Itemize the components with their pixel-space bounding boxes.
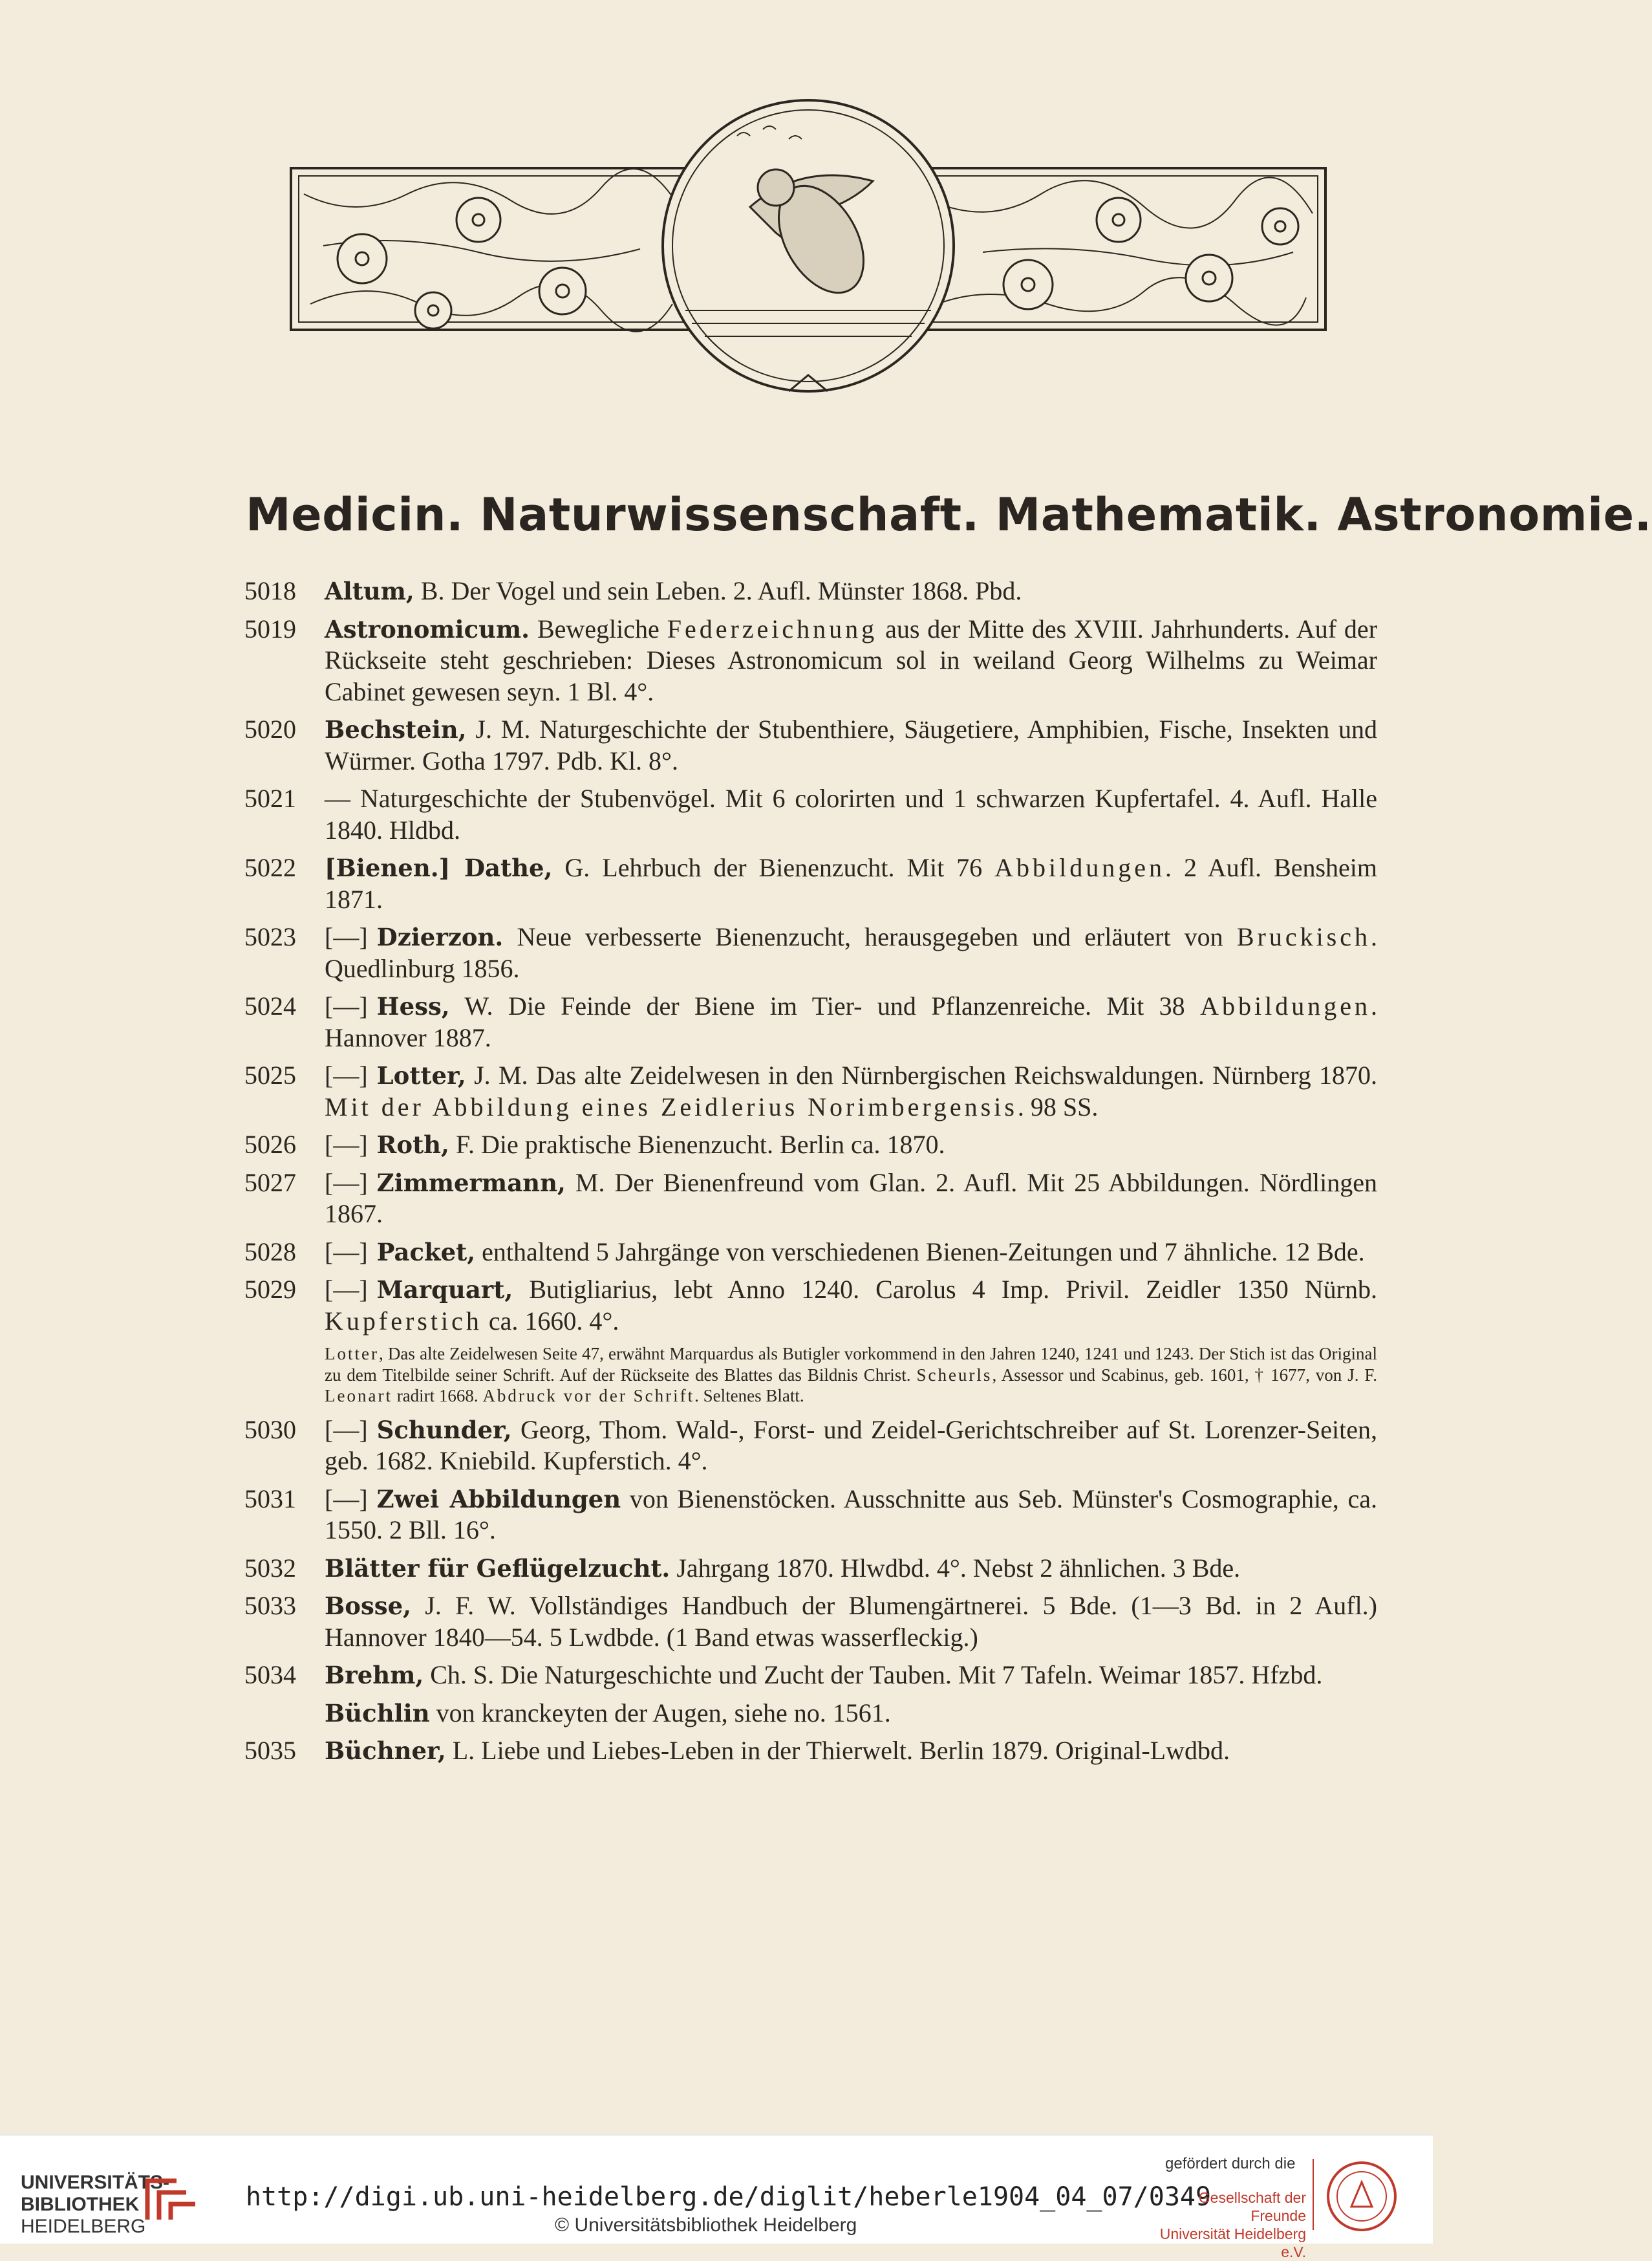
entry-note (325, 1343, 1377, 1407)
sponsor-label: gefördert durch die (1165, 2155, 1296, 2172)
entry-text: W. Die Feinde der Biene im Tier- und Pflanzenreiche. Mit 38 (449, 991, 1201, 1021)
entry-number: 5027 (244, 1167, 296, 1197)
entry-text: J. M. Naturgeschichte der Stubenthiere, Säugetiere, Amphibien, Fische, Insekten und Würmer. Gotha 1797. Pdb. Kl. 8°. (325, 715, 1377, 775)
section-title: Medicin. Naturwissenschaft. Mathematik. Astronomie. (246, 488, 1652, 541)
catalog-entry (244, 576, 1377, 607)
entry-text: Abbildungen (1200, 991, 1371, 1021)
entry-text: Abbildungen (994, 853, 1166, 882)
entry-text: Ch. S. Die Naturgeschichte und Zucht der Tauben. Mit 7 Tafeln. Weimar 1857. Hfzbd. (424, 1660, 1323, 1689)
entry-text: . 98 SS. (1017, 1092, 1099, 1121)
entry-text: B. Der Vogel und sein Leben. 2. Aufl. Münster 1868. Pbd. (414, 576, 1022, 605)
entry-number: 5028 (244, 1237, 296, 1266)
entry-number: 5035 (244, 1736, 296, 1765)
entry-number: 5030 (244, 1414, 296, 1444)
entry-bracket: [—] (325, 1484, 368, 1513)
entry-bracket: [—] (325, 1061, 368, 1090)
entry-bracket: [—] (325, 922, 368, 951)
catalog-entry (244, 1274, 1377, 1337)
entry-text: — Naturgeschichte der Stubenvögel. Mit 6 colorirten und 1 schwarzen Kupfertafel. 4. Aufl. Halle 1840. Hldbd. (325, 784, 1377, 845)
entry-text: G. Lehrbuch der Bienenzucht. Mit 76 (552, 853, 995, 882)
entry-author: Lotter, (376, 1061, 466, 1090)
copyright-notice: © Universitätsbibliothek Heidelberg (555, 2214, 857, 2236)
entry-text: Neue verbesserte Bienenzucht, herausgegeben und erläutert von (503, 922, 1237, 951)
catalog-entry (244, 1167, 1377, 1230)
library-logo-icon (141, 2174, 199, 2226)
entry-text: . 2 Aufl. Bensheim 1871. (325, 853, 1378, 914)
entry-text: . Hannover 1887. (325, 991, 1377, 1052)
sponsor-name: Gesellschaft der Freunde Universität Heidelberg e.V. (1159, 2189, 1306, 2260)
entry-author: Marquart, (376, 1275, 513, 1304)
entry-text: Butigliarius, lebt Anno 1240. Carolus 4 Imp. Privil. Zeidler 1350 Nürnb. (513, 1275, 1377, 1304)
entry-number: 5025 (244, 1061, 296, 1090)
permalink-url[interactable]: http://digi.ub.uni-heidelberg.de/diglit/heberle1904_04_07/0349 (246, 2182, 1212, 2212)
catalog-entry (244, 1590, 1377, 1653)
entry-text: J. M. Das alte Zeidelwesen in den Nürnbergischen Reichswaldungen. Nürnberg 1870. (466, 1061, 1377, 1090)
entry-author: Altum, (325, 577, 414, 605)
entry-author: Blätter für Geflügelzucht. (325, 1553, 670, 1583)
entry-author: Dzierzon. (376, 923, 504, 951)
entry-number: 5034 (244, 1660, 296, 1689)
entry-text: F. Die praktische Bienenzucht. Berlin ca. 1870. (449, 1130, 945, 1159)
note-text: Abdruck vor der Schrift (482, 1386, 695, 1405)
entry-text: ca. 1660. 4°. (482, 1306, 619, 1336)
entry-text: von Bienenstöcken. Ausschnitte aus Seb. Münster's Cosmographie, ca. 1550. 2 Bll. 16°. (325, 1484, 1377, 1544)
entry-number: 5033 (244, 1591, 296, 1620)
entry-text: Kupferstich (325, 1306, 482, 1336)
library-name: UNIVERSITÄTS- BIBLIOTHEK HEIDELBERG (21, 2172, 170, 2237)
entry-bracket: [—] (325, 1130, 368, 1159)
entry-text: Jahrgang 1870. Hlwdbd. 4°. Nebst 2 ähnlichen. 3 Bde. (670, 1553, 1241, 1583)
entry-author: Astronomicum. (325, 614, 530, 644)
entry-author: Packet, (376, 1237, 476, 1266)
entry-bracket: [—] (325, 991, 368, 1021)
entry-number: 5024 (244, 991, 296, 1021)
entry-author: Büchlin (325, 1698, 430, 1727)
entry-text: Bruckisch (1236, 922, 1371, 951)
entry-author: Zimmermann, (376, 1168, 566, 1197)
university-seal-icon (1325, 2160, 1398, 2233)
entry-author: Roth, (376, 1130, 449, 1159)
entry-number: 5023 (244, 922, 296, 951)
entry-text: von kranckeyten der Augen, siehe no. 1561. (429, 1698, 891, 1727)
entry-author: Zwei Abbildungen (376, 1484, 621, 1513)
digitization-footer (0, 2134, 1433, 2260)
catalog-entries (244, 576, 1377, 1773)
catalog-entry (244, 852, 1377, 915)
entry-text: Federzeichnung (667, 614, 878, 644)
catalog-entry (244, 1553, 1377, 1585)
catalog-entry (244, 1414, 1377, 1477)
catalog-entry (244, 783, 1377, 846)
entry-bracket: [—] (325, 1275, 368, 1304)
entry-text: Georg, Thom. Wald-, Forst- und Zeidel-Gerichtschreiber auf St. Lorenzer-Seiten, geb. 1682. Kniebild. Kupferstich. 4°. (325, 1414, 1377, 1475)
entry-number: 5032 (244, 1553, 296, 1583)
ornamental-vignette (284, 97, 1332, 433)
entry-number: 5022 (244, 853, 296, 882)
catalog-entry (244, 1129, 1377, 1161)
note-text: , Das alte Zeidelwesen Seite 47, erwähnt Marquardus als Butigler vorkommend in den Jahren 1240, 1241 und 1243. Der Stich ist das Original zu dem Titelbilde seiner Schrift. Auf der Rückseite des Blattes das Bildnis Christ. (325, 1344, 1377, 1385)
catalog-entry (244, 1237, 1377, 1268)
note-text: . Seltenes Blatt. (694, 1386, 804, 1405)
catalog-entry (244, 1698, 1377, 1729)
entry-number: 5029 (244, 1275, 296, 1304)
entry-bracket: [—] (325, 1414, 368, 1444)
catalog-entry (244, 991, 1377, 1054)
entry-author: Büchner, (325, 1736, 446, 1765)
catalog-entry (244, 1484, 1377, 1546)
entry-number: 5026 (244, 1130, 296, 1159)
entry-author: [Bienen.] Dathe, (325, 854, 553, 882)
entry-number: 5021 (244, 784, 296, 813)
entry-author: Bechstein, (325, 715, 467, 744)
note-text: radirt 1668. (392, 1386, 483, 1405)
entry-bracket: [—] (325, 1167, 368, 1197)
footer-divider (1313, 2159, 1314, 2230)
note-text: Leonart (325, 1386, 392, 1405)
entry-number: 5018 (244, 576, 296, 605)
entry-text: enthaltend 5 Jahrgänge von verschiedenen Bienen-Zeitungen und 7 ähnliche. 12 Bde. (475, 1237, 1365, 1266)
entry-text: J. F. W. Vollständiges Handbuch der Blumengärtnerei. 5 Bde. (1—3 Bd. in 2 Aufl.) Hannover 1840—54. 5 Lwdbde. (1 Band etwas wasserfleckig.) (325, 1591, 1377, 1652)
entry-author: Brehm, (325, 1661, 424, 1689)
catalog-entry (244, 922, 1377, 984)
entry-text: Bewegliche (530, 614, 667, 644)
entry-number: 5031 (244, 1484, 296, 1513)
note-text: Lotter (325, 1344, 379, 1363)
catalog-entry (244, 1060, 1377, 1123)
entry-author: Hess, (376, 992, 450, 1021)
entry-text: aus der Mitte des XVIII. Jahrhunderts. Auf der Rückseite steht geschrieben: Dieses Astronomicum sol in weiland Georg Wilhelms zu Weimar Cabinet gewesen seyn. 1 Bl. 4°. (325, 614, 1378, 706)
entry-number: 5019 (244, 614, 296, 644)
catalog-entry (244, 1660, 1377, 1691)
note-text: Scheurls (916, 1365, 992, 1385)
catalog-entry (244, 614, 1377, 708)
catalog-entry (244, 714, 1377, 777)
entry-author: Schunder, (376, 1415, 512, 1444)
entry-number: 5020 (244, 715, 296, 744)
entry-bracket: [—] (325, 1237, 368, 1266)
entry-text: Mit der Abbildung eines Zeidlerius Norimbergensis (325, 1092, 1018, 1121)
entry-author: Bosse, (325, 1592, 412, 1620)
entry-text: . Quedlinburg 1856. (325, 922, 1377, 983)
entry-text: M. Der Bienenfreund vom Glan. 2. Aufl. Mit 25 Abbildungen. Nördlingen 1867. (325, 1167, 1377, 1228)
catalog-entry (244, 1735, 1377, 1767)
note-text: , Assessor und Scabinus, geb. 1601, † 1677, von J. F. (992, 1365, 1377, 1385)
entry-text: L. Liebe und Liebes-Leben in der Thierwelt. Berlin 1879. Original-Lwdbd. (445, 1736, 1230, 1765)
